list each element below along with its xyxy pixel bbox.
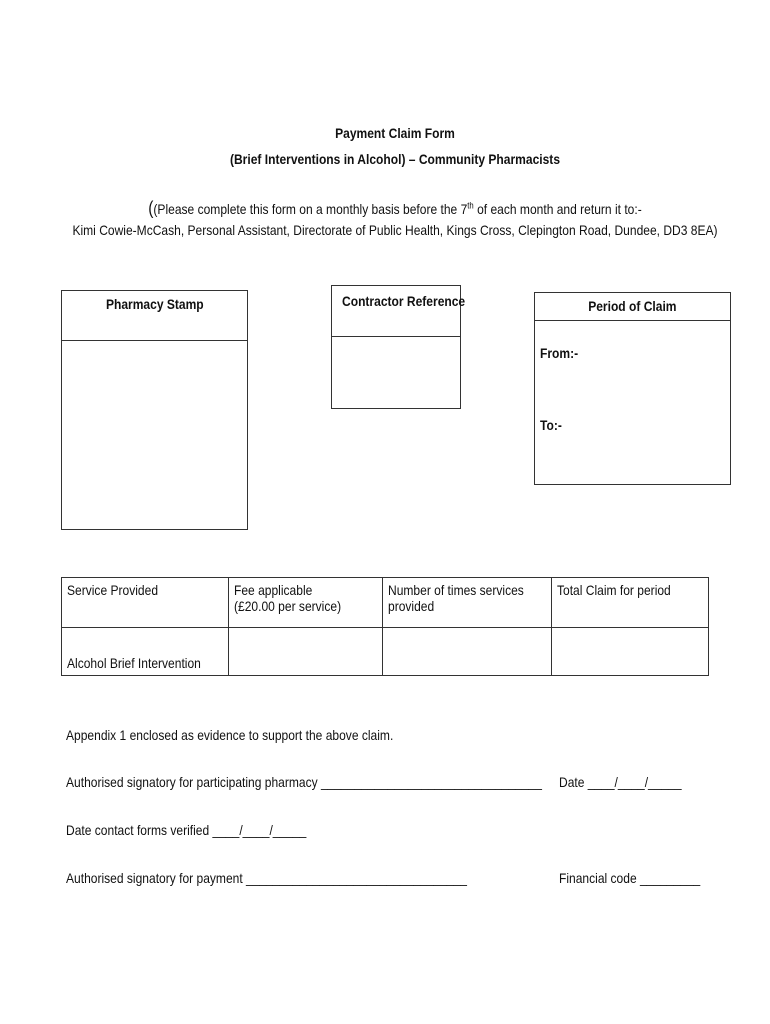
table-row	[62, 628, 709, 676]
fee-input-cell[interactable]	[228, 628, 382, 676]
instructions-superscript: th	[467, 200, 474, 211]
period-of-claim-box[interactable]	[534, 292, 731, 485]
pharmacy-stamp-label: Pharmacy Stamp	[105, 296, 204, 312]
header-number-of-times: Number of times services provided	[382, 578, 551, 628]
contractor-reference-label: Contractor Reference	[342, 293, 466, 309]
contractor-reference-header	[332, 286, 466, 337]
total-input-cell[interactable]	[551, 628, 708, 676]
signatory-payment-line[interactable]: Authorised signatory for payment _________________________________	[66, 870, 468, 886]
instructions-prefix: (Please complete this form on a monthly basis before the 7	[153, 201, 468, 217]
period-of-claim-header	[535, 293, 730, 321]
financial-code-line[interactable]: Financial code _________	[559, 870, 701, 886]
date-line[interactable]: Date ____/____/_____	[559, 774, 682, 790]
pharmacy-stamp-header	[62, 291, 247, 341]
header-fee-applicable: Fee applicable (£20.00 per service)	[228, 578, 382, 628]
instructions-line: ((Please complete this form on a monthly basis before the 7th of each month and return it to:-	[148, 198, 642, 218]
return-address: Kimi Cowie-McCash, Personal Assistant, Directorate of Public Health, Kings Cross, Clepington Road, Dundee, DD3 8EA)	[72, 222, 718, 238]
header-service-provided: Service Provided	[62, 578, 229, 628]
header-total-claim: Total Claim for period	[551, 578, 708, 628]
to-label: To:-	[540, 417, 562, 433]
table-header-row	[62, 578, 709, 628]
form-subtitle: (Brief Interventions in Alcohol) – Community Pharmacists	[229, 151, 561, 167]
from-label: From:-	[540, 345, 579, 361]
service-name-cell: Alcohol Brief Intervention	[62, 628, 229, 676]
instructions-suffix: of each month and return it to:-	[473, 201, 642, 217]
service-claim-table	[61, 577, 709, 676]
contractor-reference-box[interactable]	[331, 285, 466, 409]
date-verified-line[interactable]: Date contact forms verified ____/____/_____	[66, 822, 307, 838]
form-title: Payment Claim Form	[335, 125, 455, 141]
signatory-pharmacy-line[interactable]: Authorised signatory for participating pharmacy _________________________________	[66, 774, 542, 790]
period-of-claim-label: Period of Claim	[588, 298, 677, 314]
pharmacy-stamp-box[interactable]	[61, 290, 248, 530]
count-input-cell[interactable]	[382, 628, 551, 676]
appendix-note: Appendix 1 enclosed as evidence to support the above claim.	[66, 727, 394, 743]
